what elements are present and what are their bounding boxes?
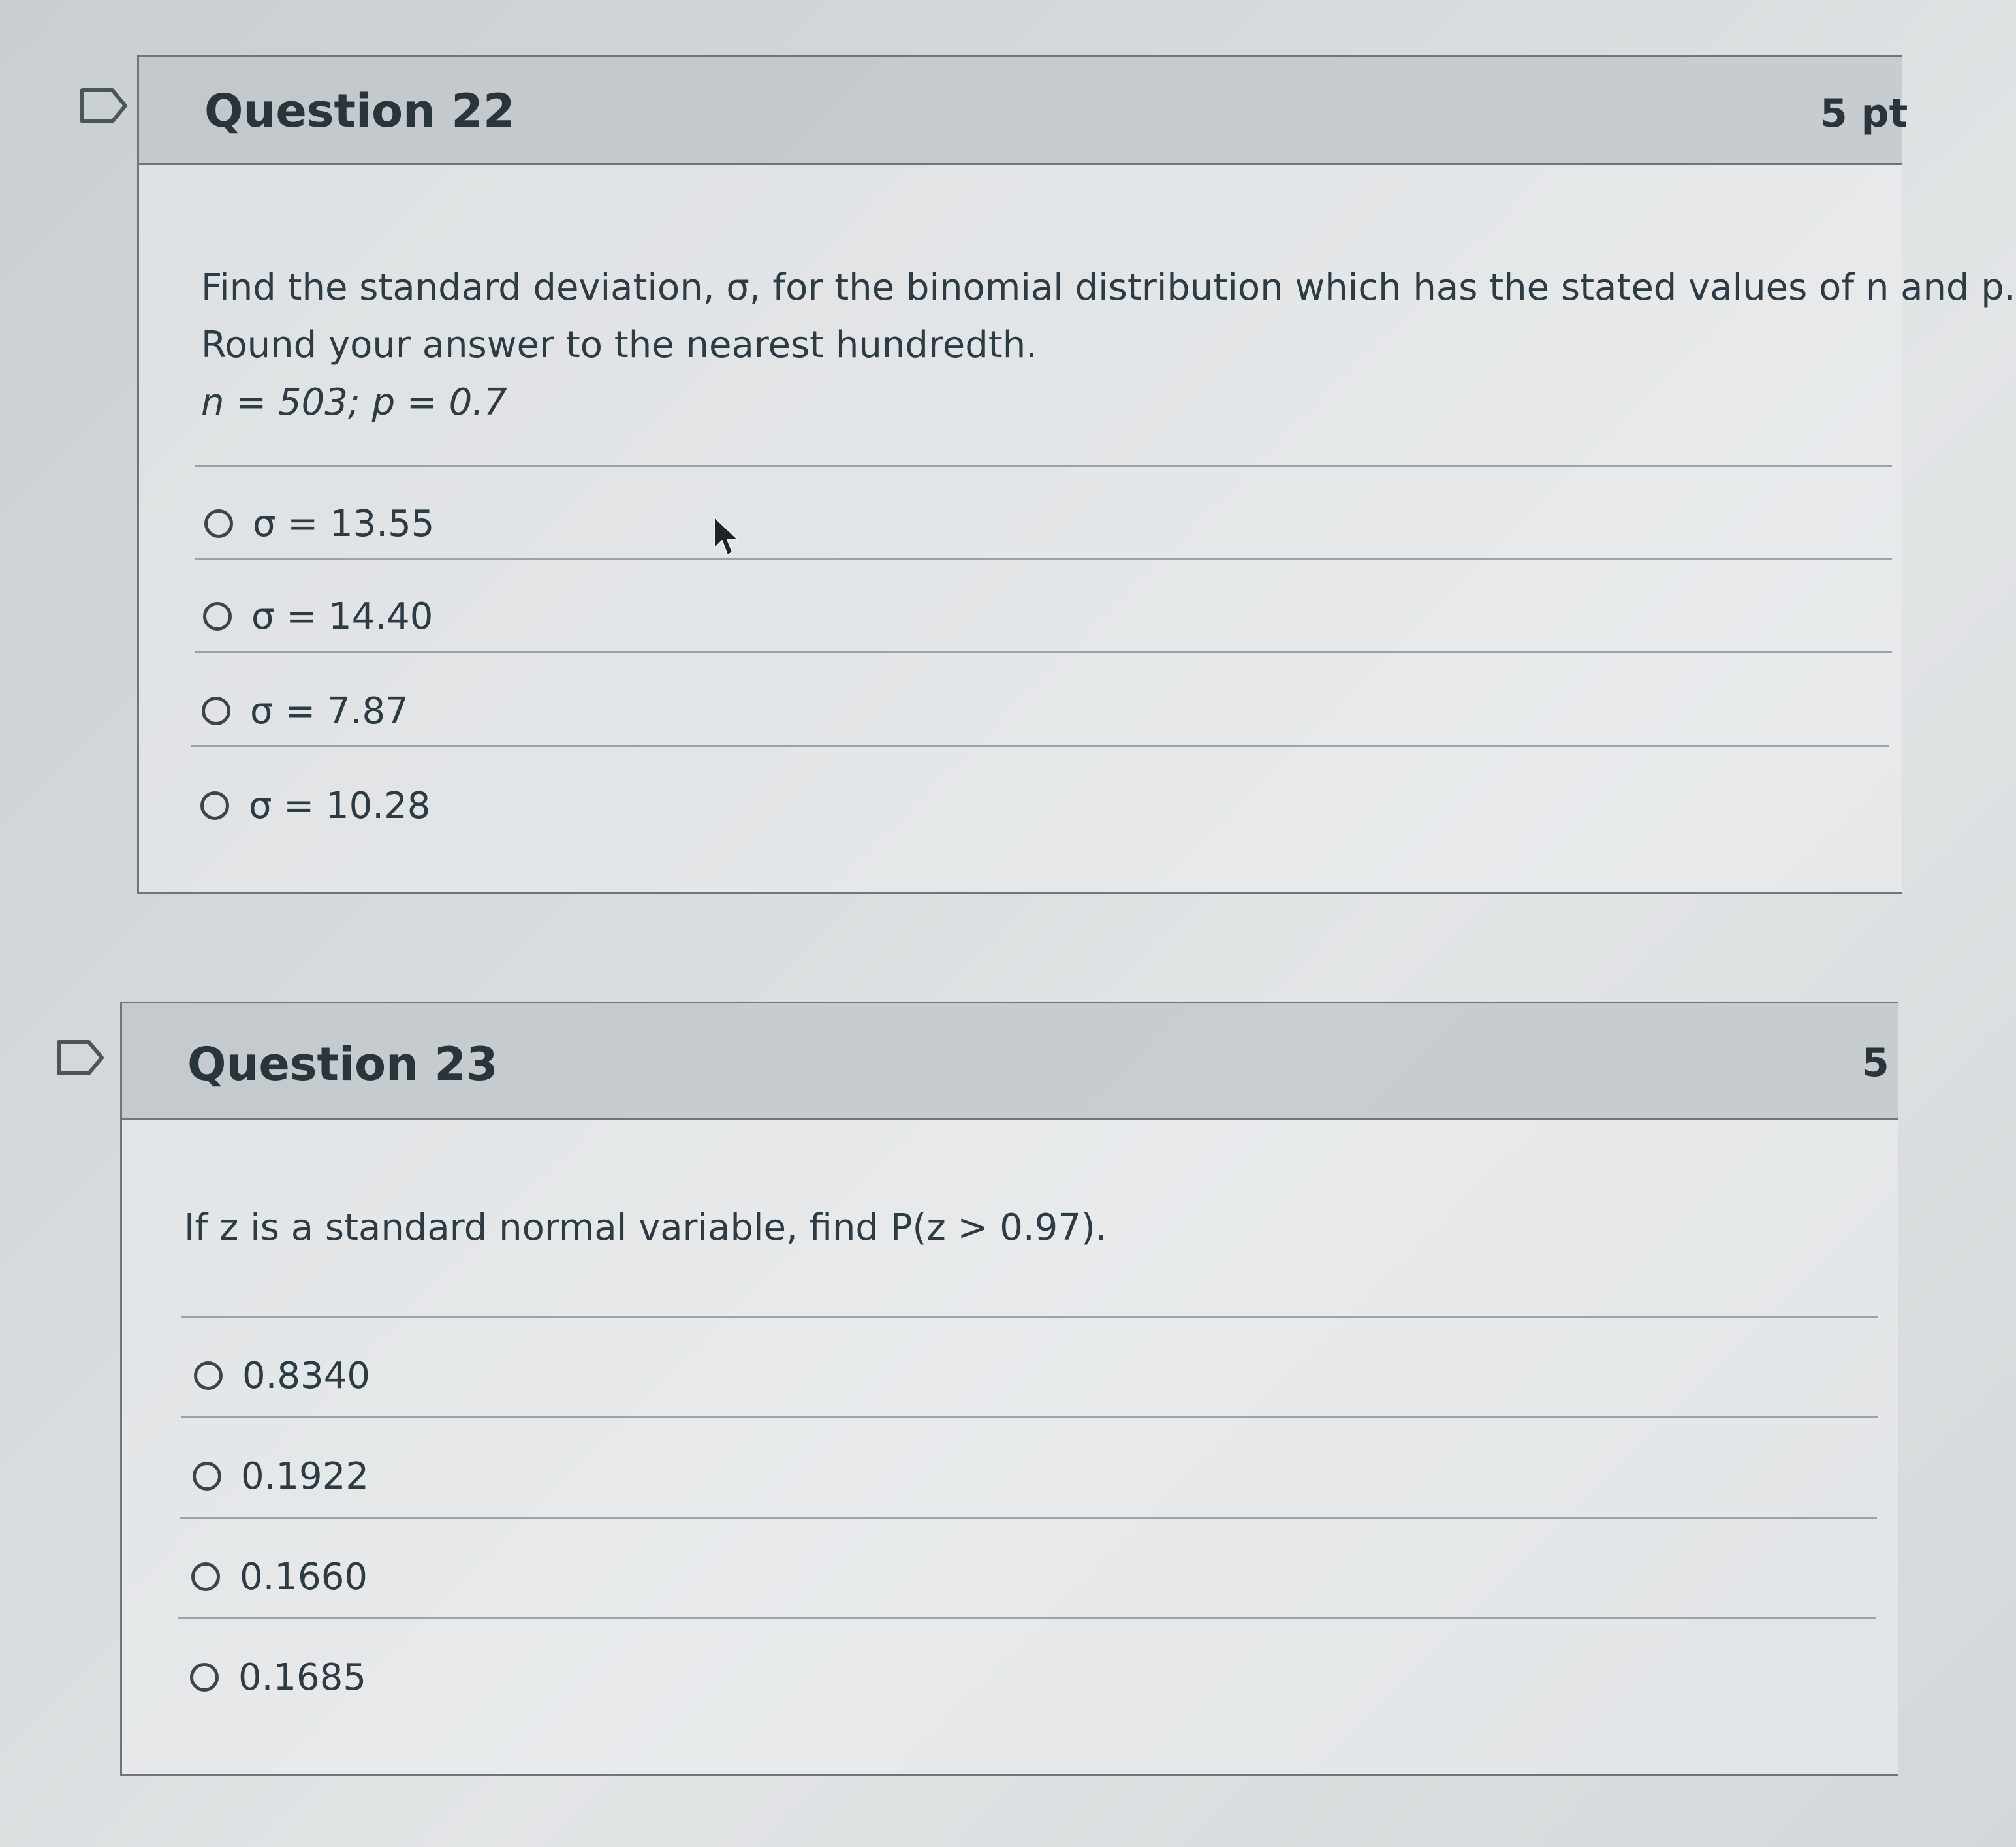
- flag-bookmark-icon: [78, 86, 131, 125]
- answer-divider: [195, 651, 1892, 653]
- question-header: [139, 57, 1908, 165]
- answer-option[interactable]: [200, 760, 430, 851]
- answer-divider: [195, 465, 1892, 467]
- question-title: Question 22: [204, 84, 515, 138]
- answer-label: σ = 10.28: [249, 784, 431, 827]
- answer-option[interactable]: [203, 571, 433, 662]
- answer-divider: [181, 1316, 1878, 1318]
- radio-button[interactable]: [191, 1562, 220, 1591]
- answer-divider: [180, 1517, 1877, 1519]
- flag-question-icon[interactable]: [78, 86, 121, 119]
- radio-button[interactable]: [202, 697, 230, 725]
- answer-label: σ = 14.40: [251, 595, 433, 638]
- question-title: Question 23: [187, 1037, 498, 1091]
- answer-divider: [195, 558, 1892, 560]
- answer-option[interactable]: [194, 1330, 370, 1421]
- answer-divider: [181, 1416, 1878, 1418]
- answer-option[interactable]: [202, 665, 409, 757]
- answer-label: 0.1685: [238, 1656, 366, 1699]
- question-23-card: [120, 1002, 1898, 1776]
- question-points: 5 pt: [1820, 91, 1908, 136]
- question-header: [122, 1003, 1898, 1120]
- answer-divider: [178, 1617, 1876, 1619]
- radio-button[interactable]: [203, 602, 232, 631]
- answer-label: 0.8340: [242, 1354, 370, 1397]
- answer-label: σ = 7.87: [250, 689, 409, 733]
- question-prompt: [201, 259, 2016, 432]
- radio-button[interactable]: [194, 1361, 223, 1390]
- answer-option[interactable]: [204, 478, 434, 569]
- question-22-card: [137, 55, 2016, 894]
- prompt-line: Round your answer to the nearest hundredth.: [201, 324, 1037, 366]
- radio-button[interactable]: [204, 509, 233, 538]
- answer-divider: [191, 745, 1889, 747]
- prompt-line: Find the standard deviation, σ, for the binomial distribution which has the stated values of n and p.: [201, 266, 2016, 309]
- mouse-pointer-icon: [712, 516, 738, 558]
- answer-option[interactable]: [191, 1531, 368, 1622]
- radio-button[interactable]: [200, 791, 229, 820]
- question-prompt: [184, 1199, 1107, 1257]
- answer-label: 0.1660: [240, 1555, 368, 1598]
- answer-option[interactable]: [190, 1632, 366, 1723]
- answer-label: 0.1922: [241, 1455, 369, 1498]
- flag-question-icon[interactable]: [55, 1038, 98, 1071]
- prompt-line: If z is a standard normal variable, find P(z > 0.97).: [184, 1207, 1107, 1249]
- answer-option[interactable]: [193, 1430, 369, 1522]
- answer-label: σ = 13.55: [253, 502, 435, 545]
- radio-button[interactable]: [193, 1462, 221, 1491]
- radio-button[interactable]: [190, 1663, 219, 1692]
- flag-bookmark-icon: [55, 1038, 107, 1077]
- prompt-values: n = 503; p = 0.7: [201, 381, 507, 424]
- question-points: 5: [1862, 1040, 1889, 1086]
